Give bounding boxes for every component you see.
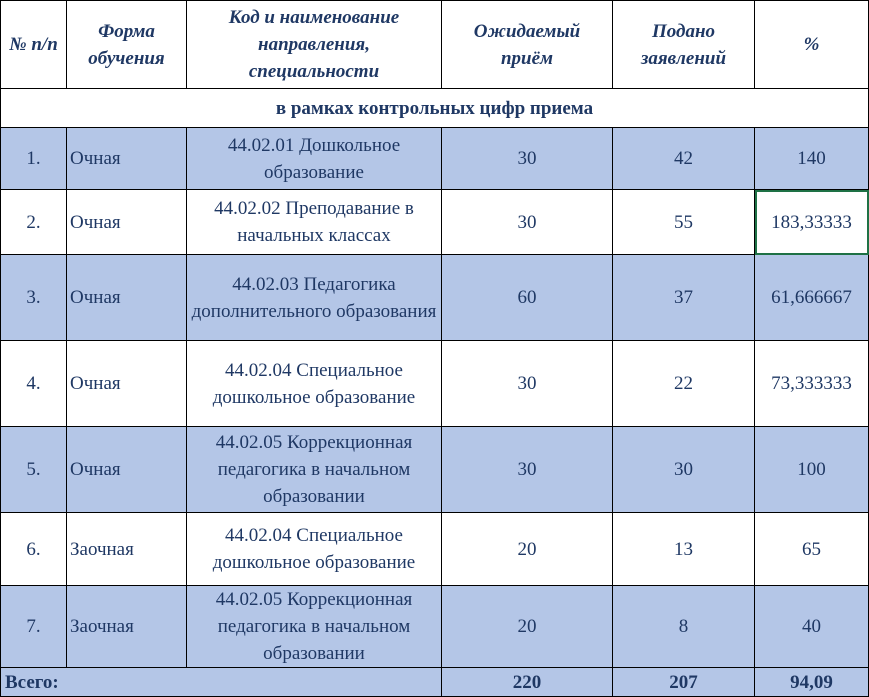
total-row [1, 668, 869, 697]
row-num-cell[interactable]: 6. [1, 513, 67, 586]
row-submitted-cell[interactable]: 13 [613, 513, 755, 586]
row-form-cell[interactable]: Очная [67, 341, 187, 427]
row-submitted-cell[interactable]: 22 [613, 341, 755, 427]
header-num: № п/п [1, 1, 67, 89]
row-submitted-cell[interactable]: 55 [613, 190, 755, 255]
row-percent-cell[interactable]: 65 [755, 513, 869, 586]
table-row [1, 586, 869, 668]
row-expected-cell[interactable]: 30 [442, 190, 613, 255]
row-num-cell[interactable]: 1. [1, 128, 67, 190]
table-row [1, 128, 869, 190]
total-expected[interactable]: 220 [442, 668, 613, 697]
header-row [1, 1, 869, 89]
row-percent-cell[interactable]: 40 [755, 586, 869, 668]
total-label[interactable]: Всего: [1, 668, 442, 697]
total-submitted[interactable]: 207 [613, 668, 755, 697]
header-percent: % [755, 1, 869, 89]
row-expected-cell[interactable]: 20 [442, 586, 613, 668]
header-expected: Ожидаемый приём [442, 1, 613, 89]
row-expected-cell[interactable]: 30 [442, 341, 613, 427]
row-percent-cell[interactable]: 140 [755, 128, 869, 190]
row-submitted-cell[interactable]: 8 [613, 586, 755, 668]
selected-cell[interactable]: 183,33333 [755, 190, 869, 255]
row-expected-cell[interactable]: 30 [442, 128, 613, 190]
row-num-cell[interactable]: 5. [1, 427, 67, 513]
header-spec: Код и наименование направления, специальности [187, 1, 442, 89]
row-form-cell[interactable]: Заочная [67, 513, 187, 586]
row-num-cell[interactable]: 7. [1, 586, 67, 668]
row-num-cell[interactable]: 2. [1, 190, 67, 255]
row-form-cell[interactable]: Заочная [67, 586, 187, 668]
header-submitted: Подано заявлений [613, 1, 755, 89]
row-submitted-cell[interactable]: 30 [613, 427, 755, 513]
row-num-cell[interactable]: 4. [1, 341, 67, 427]
row-spec-cell[interactable]: 44.02.05 Коррекционная педагогика в начальном образовании [187, 586, 442, 668]
row-percent-cell[interactable]: 100 [755, 427, 869, 513]
row-form-cell[interactable]: Очная [67, 128, 187, 190]
row-spec-cell[interactable]: 44.02.05 Коррекционная педагогика в начальном образовании [187, 427, 442, 513]
header-form: Форма обучения [67, 1, 187, 89]
row-expected-cell[interactable]: 30 [442, 427, 613, 513]
table-row [1, 255, 869, 341]
row-percent-cell[interactable]: 73,333333 [755, 341, 869, 427]
row-spec-cell[interactable]: 44.02.01 Дошкольное образование [187, 128, 442, 190]
row-form-cell[interactable]: Очная [67, 190, 187, 255]
row-spec-cell[interactable]: 44.02.02 Преподавание в начальных классах [187, 190, 442, 255]
section-row [1, 89, 869, 128]
table-row [1, 190, 869, 255]
section-title: в рамках контрольных цифр приема [1, 89, 869, 128]
row-form-cell[interactable]: Очная [67, 427, 187, 513]
table-row [1, 427, 869, 513]
row-expected-cell[interactable]: 20 [442, 513, 613, 586]
total-percent[interactable]: 94,09 [755, 668, 869, 697]
table-row [1, 513, 869, 586]
row-submitted-cell[interactable]: 42 [613, 128, 755, 190]
row-spec-cell[interactable]: 44.02.04 Специальное дошкольное образование [187, 341, 442, 427]
row-submitted-cell[interactable]: 37 [613, 255, 755, 341]
row-percent-cell[interactable]: 61,666667 [755, 255, 869, 341]
row-num-cell[interactable]: 3. [1, 255, 67, 341]
row-spec-cell[interactable]: 44.02.03 Педагогика дополнительного образования [187, 255, 442, 341]
row-spec-cell[interactable]: 44.02.04 Специальное дошкольное образование [187, 513, 442, 586]
table-row [1, 341, 869, 427]
row-form-cell[interactable]: Очная [67, 255, 187, 341]
row-expected-cell[interactable]: 60 [442, 255, 613, 341]
